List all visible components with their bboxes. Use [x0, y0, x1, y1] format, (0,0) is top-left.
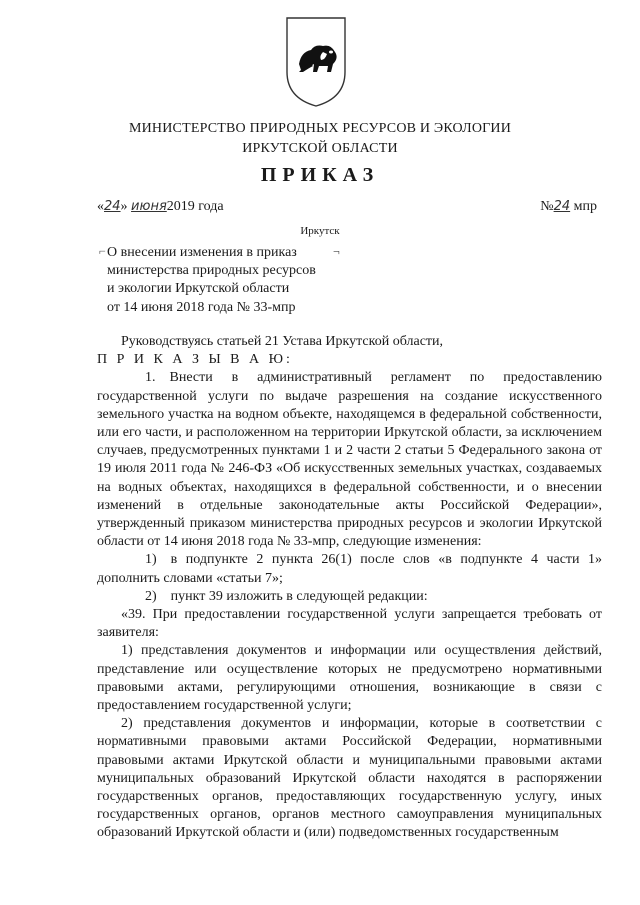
date-day: 24 [104, 199, 121, 214]
order-subject: ⌐ ¬ О внесении изменения в приказ министерства природных ресурсов и экологии Иркутской области от 14 июня 2018 года № 33-мпр [107, 244, 316, 317]
intro-paragraph: Руководствуясь статьей 21 Устава Иркутской области, [121, 334, 444, 349]
date-year: 2019 года [166, 199, 224, 214]
point-39-item-1: 1) представления документов и информации или осуществления действий, представление или осуществление которых не предусмотрено нормативными правовыми актами, регулирующими отношения, возникающие в связи с предоставлением государственной услуги; [97, 643, 602, 714]
date-month: июня [131, 199, 167, 214]
subitem-1-paragraph: 1) в подпункте 2 пункта 26(1) после слов «в подпункте 4 части 1» дополнить словами «статьи 7»; [97, 552, 602, 586]
date-open-quote: « [97, 199, 104, 214]
date-close-quote: » [120, 199, 128, 214]
ministry-name-line1: МИНИСТЕРСТВО ПРИРОДНЫХ РЕСУРСОВ И ЭКОЛОГИИ [128, 121, 512, 136]
number-prefix: № [540, 199, 554, 214]
subject-line: от 14 июня 2018 года № 33-мпр [107, 299, 296, 315]
subject-line: министерства природных ресурсов [107, 263, 316, 279]
subject-line: и экологии Иркутской области [107, 281, 290, 297]
order-body [97, 333, 602, 843]
city-name: Иркутск [300, 225, 340, 237]
number-value: 24 [553, 199, 571, 214]
subitem-2-paragraph: 2) пункт 39 изложить в следующей редакции: [145, 588, 428, 604]
order-word: П Р И К А З Ы В А Ю: [97, 352, 293, 368]
order-number [540, 199, 597, 215]
ministry-name-line2: ИРКУТСКОЙ ОБЛАСТИ [242, 141, 398, 156]
point-39-item-2: 2) представления документов и информации, которые в соответствии с нормативными правовыми актами Российской Федерации, нормативными правовыми актами Иркутской области и муниципальными правовыми актами муниципальных образований Иркутской области находятся в распоряжении государственных органов, предоставляющих государственную услугу, иных государственных органов, органов местного самоуправления муниципальных образований Иркутской области и (или) подведомственных государственным [97, 716, 602, 841]
point-39-paragraph: «39. При предоставлении государственной услуги запрещается требовать от заявителя: [97, 607, 602, 641]
order-date [97, 199, 224, 215]
irkutsk-coat-of-arms-icon [281, 14, 351, 110]
subject-line: О внесении изменения в приказ [107, 245, 297, 260]
item-1-paragraph: 1. Внести в административный регламент по предоставлению государственной услуги по выдаче разрешения на создание искусственного земельного участка на водном объекте, находящемся в федеральной собственности, или его части, и расположенном на территории Иркутской области, за исключением случаев, предусмотренных пунктами 1 и 2 части 2 статьи 5 Федерального закона от 19 июля 2011 года № 246-ФЗ «Об искусственных земельных участках, создаваемых на водных объектах, находящихся в федеральной собственности, и о внесении изменений в отдельные законодательные акты Российской Федерации», утвержденный приказом министерства природных ресурсов и экологии Иркутской области от 14 июня 2018 года № 33-мпр, следующие изменения: [97, 370, 602, 550]
number-suffix: мпр [573, 199, 597, 214]
document-type-title: ПРИКАЗ [260, 164, 380, 186]
